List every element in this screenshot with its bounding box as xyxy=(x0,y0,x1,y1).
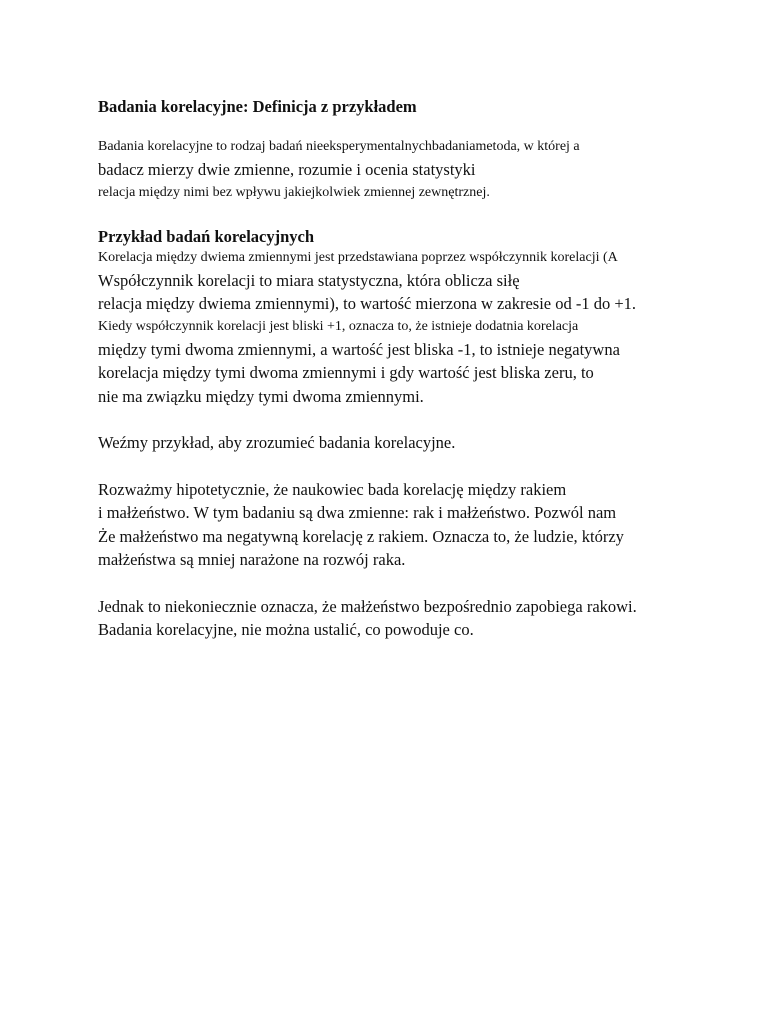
example-line: Że małżeństwo ma negatywną korelację z rakiem. Oznacza to, że ludzie, którzy xyxy=(98,526,624,546)
conclusion-line: Jednak to niekoniecznie oznacza, że małżeństwo bezpośrednio zapobiega rakowi. xyxy=(98,596,637,616)
correlation-line: Kiedy współczynnik korelacji jest bliski +1, oznacza to, że istnieje dodatnia korelacja xyxy=(98,318,579,334)
example-line: Rozważmy hipotetycznie, że naukowiec bada korelację między rakiem xyxy=(98,479,567,499)
intro-paragraph xyxy=(98,136,738,204)
correlation-line: między tymi dwoma zmiennymi, a wartość jest bliska -1, to istnieje negatywna xyxy=(98,339,620,359)
correlation-line: korelacja między tymi dwoma zmiennymi i gdy wartość jest bliska zeru, to xyxy=(98,363,594,382)
conclusion-paragraph xyxy=(98,595,738,642)
intro-line: relacja między nimi bez wpływu jakiejkolwiek zmiennej zewnętrznej. xyxy=(98,184,490,200)
example-intro-line: Weźmy przykład, aby zrozumieć badania korelacyjne. xyxy=(98,433,456,452)
example-line: i małżeństwo. W tym badaniu są dwa zmienne: rak i małżeństwo. Pozwól nam xyxy=(98,503,617,522)
correlation-line: relacja między dwiema zmiennymi), to wartość mierzona w zakresie od -1 do +1. xyxy=(98,294,637,313)
section-heading: Przykład badań korelacyjnych xyxy=(98,226,315,246)
document-page xyxy=(98,96,738,665)
correlation-line: Korelacja między dwiema zmiennymi jest przedstawiana poprzez współczynnik korelacji (A xyxy=(98,249,618,265)
example-line: małżeństwa są mniej narażone na rozwój raka. xyxy=(98,550,406,569)
document-title: Badania korelacyjne: Definicja z przykładem xyxy=(98,97,417,116)
correlation-paragraph xyxy=(98,247,738,409)
intro-line: badacz mierzy dwie zmienne, rozumie i ocenia statystyki xyxy=(98,160,476,179)
example-intro-paragraph xyxy=(98,431,738,455)
correlation-line: Współczynnik korelacji to miara statystyczna, która oblicza siłę xyxy=(98,270,520,290)
example-paragraph xyxy=(98,478,738,572)
correlation-line: nie ma związku między tymi dwoma zmiennymi. xyxy=(98,386,424,406)
intro-line: Badania korelacyjne to rodzaj badań nieeksperymentalnychbadaniametoda, w której a xyxy=(98,139,580,154)
conclusion-line: Badania korelacyjne, nie można ustalić, co powoduje co. xyxy=(98,620,474,639)
